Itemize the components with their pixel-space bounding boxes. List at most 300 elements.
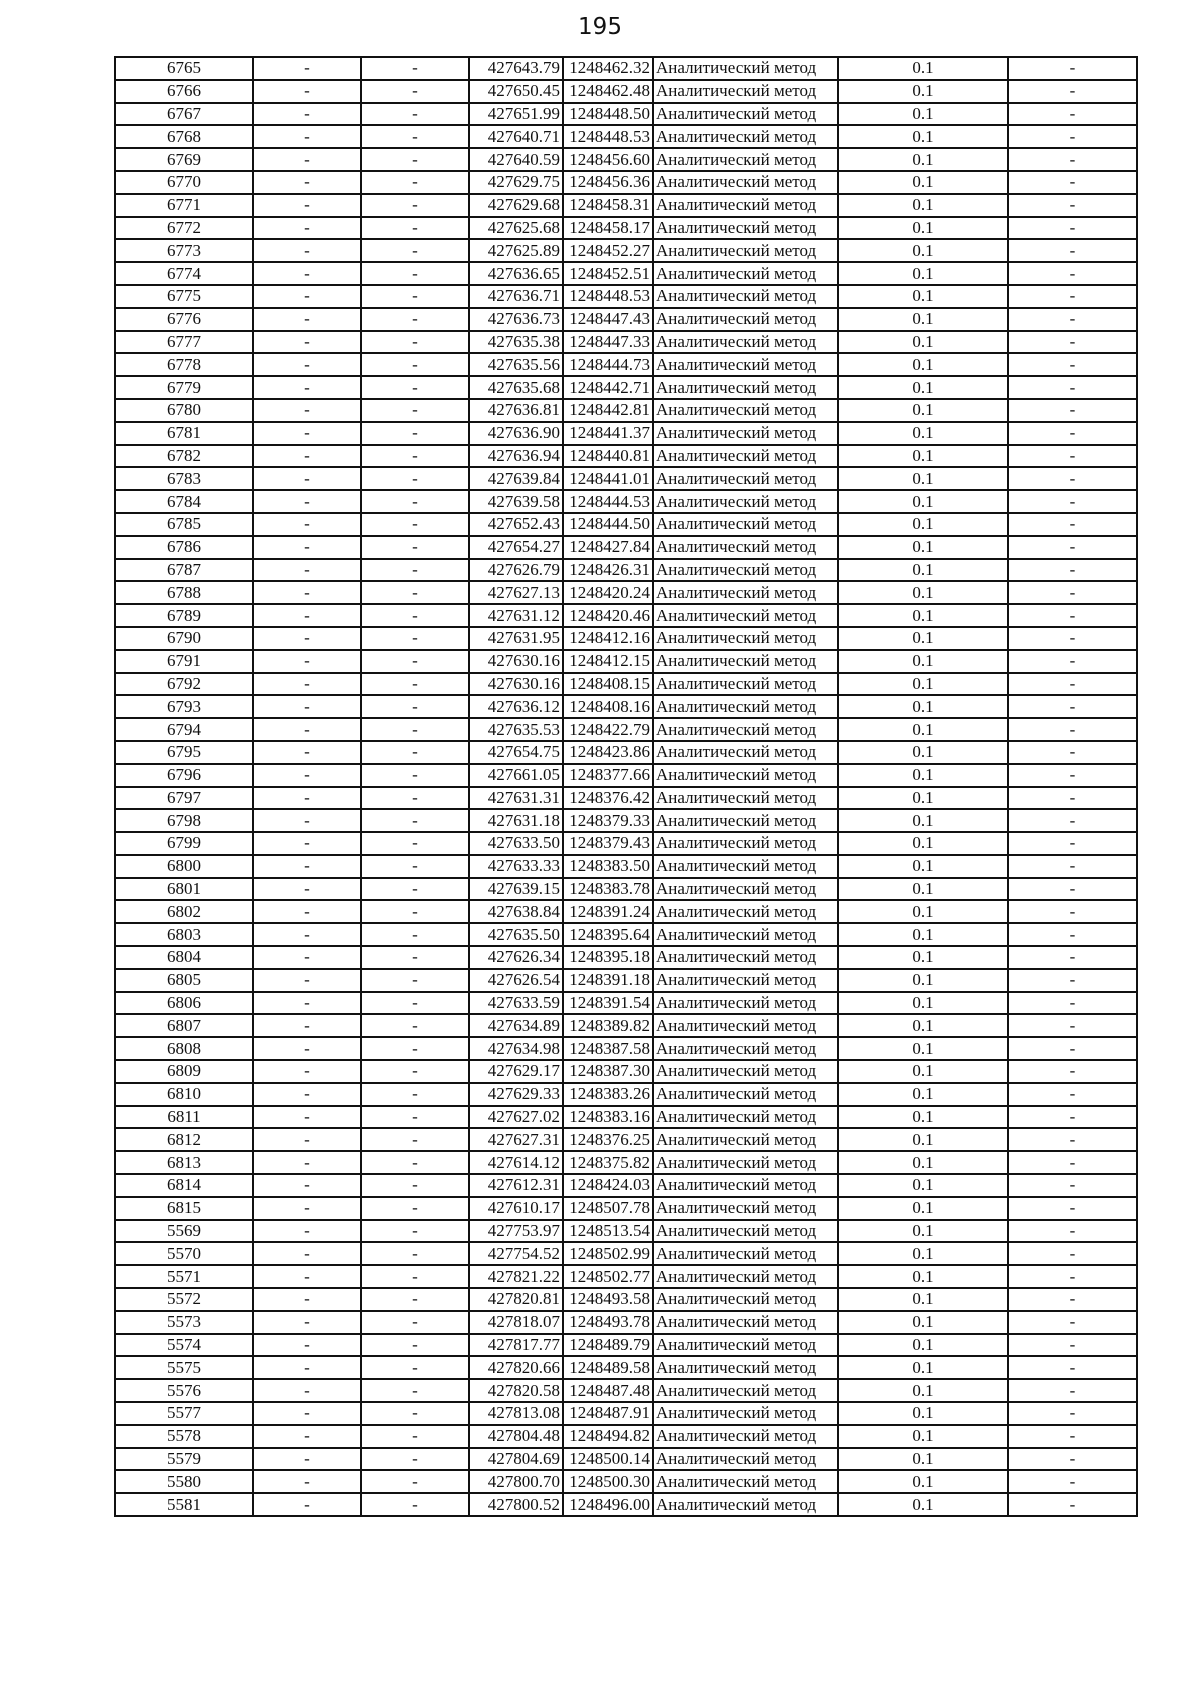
empty-value-cell: - (253, 1265, 361, 1288)
coordinate-y-cell: 1248427.84 (563, 536, 653, 559)
coordinate-y-cell: 1248456.36 (563, 171, 653, 194)
empty-value-cell: - (361, 1220, 469, 1243)
method-cell: Аналитический метод (653, 900, 838, 923)
coordinate-x-cell: 427640.59 (469, 148, 563, 171)
point-number-cell: 6770 (115, 171, 253, 194)
table-row (115, 171, 1137, 194)
empty-value-cell: - (361, 855, 469, 878)
table-row (115, 1379, 1137, 1402)
empty-value-cell: - (253, 1174, 361, 1197)
table-row (115, 832, 1137, 855)
point-number-cell: 6781 (115, 422, 253, 445)
method-cell: Аналитический метод (653, 376, 838, 399)
empty-value-cell: - (361, 1425, 469, 1448)
note-cell: - (1008, 832, 1137, 855)
coordinate-y-cell: 1248487.91 (563, 1402, 653, 1425)
point-number-cell: 6790 (115, 627, 253, 650)
note-cell: - (1008, 1493, 1137, 1516)
empty-value-cell: - (361, 103, 469, 126)
accuracy-cell: 0.1 (838, 604, 1008, 627)
empty-value-cell: - (361, 764, 469, 787)
table-row (115, 1470, 1137, 1493)
coordinate-y-cell: 1248452.27 (563, 239, 653, 262)
method-cell: Аналитический метод (653, 239, 838, 262)
empty-value-cell: - (253, 1288, 361, 1311)
note-cell: - (1008, 1014, 1137, 1037)
note-cell: - (1008, 969, 1137, 992)
accuracy-cell: 0.1 (838, 1379, 1008, 1402)
note-cell: - (1008, 1311, 1137, 1334)
accuracy-cell: 0.1 (838, 490, 1008, 513)
empty-value-cell: - (361, 445, 469, 468)
coordinate-y-cell: 1248456.60 (563, 148, 653, 171)
coordinate-x-cell: 427626.79 (469, 559, 563, 582)
table-row (115, 1448, 1137, 1471)
empty-value-cell: - (253, 1425, 361, 1448)
empty-value-cell: - (253, 103, 361, 126)
coordinate-y-cell: 1248379.33 (563, 809, 653, 832)
coordinate-y-cell: 1248441.37 (563, 422, 653, 445)
coordinate-x-cell: 427634.89 (469, 1014, 563, 1037)
coordinate-y-cell: 1248502.99 (563, 1242, 653, 1265)
empty-value-cell: - (253, 148, 361, 171)
coordinate-y-cell: 1248383.26 (563, 1083, 653, 1106)
table-row (115, 1174, 1137, 1197)
empty-value-cell: - (253, 422, 361, 445)
table-row (115, 331, 1137, 354)
method-cell: Аналитический метод (653, 1288, 838, 1311)
coordinate-x-cell: 427636.71 (469, 285, 563, 308)
method-cell: Аналитический метод (653, 399, 838, 422)
point-number-cell: 6776 (115, 308, 253, 331)
table-row (115, 1151, 1137, 1174)
table-row (115, 900, 1137, 923)
method-cell: Аналитический метод (653, 1311, 838, 1334)
coordinate-x-cell: 427638.84 (469, 900, 563, 923)
empty-value-cell: - (361, 969, 469, 992)
accuracy-cell: 0.1 (838, 239, 1008, 262)
method-cell: Аналитический метод (653, 148, 838, 171)
table-row (115, 1493, 1137, 1516)
empty-value-cell: - (361, 1174, 469, 1197)
empty-value-cell: - (253, 1060, 361, 1083)
note-cell: - (1008, 1128, 1137, 1151)
coordinate-x-cell: 427661.05 (469, 764, 563, 787)
method-cell: Аналитический метод (653, 331, 838, 354)
table-row (115, 422, 1137, 445)
coordinate-x-cell: 427635.50 (469, 923, 563, 946)
empty-value-cell: - (361, 1470, 469, 1493)
point-number-cell: 6779 (115, 376, 253, 399)
point-number-cell: 6775 (115, 285, 253, 308)
method-cell: Аналитический метод (653, 1106, 838, 1129)
method-cell: Аналитический метод (653, 1379, 838, 1402)
table-row (115, 376, 1137, 399)
note-cell: - (1008, 1083, 1137, 1106)
method-cell: Аналитический метод (653, 695, 838, 718)
coordinate-x-cell: 427626.54 (469, 969, 563, 992)
note-cell: - (1008, 125, 1137, 148)
table-row (115, 467, 1137, 490)
table-row (115, 764, 1137, 787)
note-cell: - (1008, 1402, 1137, 1425)
note-cell: - (1008, 855, 1137, 878)
coordinate-x-cell: 427818.07 (469, 1311, 563, 1334)
method-cell: Аналитический метод (653, 604, 838, 627)
note-cell: - (1008, 422, 1137, 445)
accuracy-cell: 0.1 (838, 809, 1008, 832)
coordinate-y-cell: 1248391.24 (563, 900, 653, 923)
empty-value-cell: - (361, 536, 469, 559)
note-cell: - (1008, 308, 1137, 331)
empty-value-cell: - (361, 148, 469, 171)
accuracy-cell: 0.1 (838, 536, 1008, 559)
coordinate-x-cell: 427817.77 (469, 1334, 563, 1357)
method-cell: Аналитический метод (653, 194, 838, 217)
empty-value-cell: - (361, 217, 469, 240)
note-cell: - (1008, 1288, 1137, 1311)
coordinate-x-cell: 427630.16 (469, 673, 563, 696)
coordinate-x-cell: 427635.68 (469, 376, 563, 399)
method-cell: Аналитический метод (653, 1128, 838, 1151)
note-cell: - (1008, 353, 1137, 376)
empty-value-cell: - (253, 923, 361, 946)
coordinate-y-cell: 1248412.16 (563, 627, 653, 650)
point-number-cell: 6801 (115, 878, 253, 901)
note-cell: - (1008, 467, 1137, 490)
empty-value-cell: - (361, 422, 469, 445)
empty-value-cell: - (253, 1402, 361, 1425)
coordinate-y-cell: 1248395.64 (563, 923, 653, 946)
accuracy-cell: 0.1 (838, 1174, 1008, 1197)
empty-value-cell: - (361, 1493, 469, 1516)
method-cell: Аналитический метод (653, 1083, 838, 1106)
table-row (115, 1425, 1137, 1448)
coordinate-y-cell: 1248448.53 (563, 125, 653, 148)
empty-value-cell: - (361, 125, 469, 148)
empty-value-cell: - (253, 809, 361, 832)
coordinate-y-cell: 1248458.17 (563, 217, 653, 240)
table-row (115, 399, 1137, 422)
coordinate-y-cell: 1248448.50 (563, 103, 653, 126)
point-number-cell: 6804 (115, 946, 253, 969)
accuracy-cell: 0.1 (838, 764, 1008, 787)
method-cell: Аналитический метод (653, 1425, 838, 1448)
accuracy-cell: 0.1 (838, 992, 1008, 1015)
point-number-cell: 5574 (115, 1334, 253, 1357)
table-row (115, 445, 1137, 468)
coordinate-x-cell: 427635.53 (469, 718, 563, 741)
method-cell: Аналитический метод (653, 581, 838, 604)
method-cell: Аналитический метод (653, 285, 838, 308)
coordinate-y-cell: 1248448.53 (563, 285, 653, 308)
coordinate-y-cell: 1248500.14 (563, 1448, 653, 1471)
coordinate-x-cell: 427804.69 (469, 1448, 563, 1471)
empty-value-cell: - (361, 1060, 469, 1083)
empty-value-cell: - (361, 171, 469, 194)
accuracy-cell: 0.1 (838, 399, 1008, 422)
coordinate-y-cell: 1248383.78 (563, 878, 653, 901)
point-number-cell: 6771 (115, 194, 253, 217)
empty-value-cell: - (253, 80, 361, 103)
empty-value-cell: - (361, 285, 469, 308)
empty-value-cell: - (361, 650, 469, 673)
point-number-cell: 6769 (115, 148, 253, 171)
empty-value-cell: - (361, 809, 469, 832)
empty-value-cell: - (361, 239, 469, 262)
point-number-cell: 6799 (115, 832, 253, 855)
accuracy-cell: 0.1 (838, 1448, 1008, 1471)
note-cell: - (1008, 1425, 1137, 1448)
method-cell: Аналитический метод (653, 1014, 838, 1037)
coordinate-x-cell: 427650.45 (469, 80, 563, 103)
coordinate-x-cell: 427820.66 (469, 1356, 563, 1379)
method-cell: Аналитический метод (653, 1470, 838, 1493)
method-cell: Аналитический метод (653, 627, 838, 650)
point-number-cell: 6807 (115, 1014, 253, 1037)
point-number-cell: 6793 (115, 695, 253, 718)
empty-value-cell: - (361, 1037, 469, 1060)
empty-value-cell: - (253, 855, 361, 878)
point-number-cell: 5571 (115, 1265, 253, 1288)
empty-value-cell: - (361, 467, 469, 490)
coordinate-y-cell: 1248496.00 (563, 1493, 653, 1516)
empty-value-cell: - (361, 673, 469, 696)
coordinate-x-cell: 427633.50 (469, 832, 563, 855)
coordinate-x-cell: 427640.71 (469, 125, 563, 148)
empty-value-cell: - (361, 627, 469, 650)
coordinate-y-cell: 1248422.79 (563, 718, 653, 741)
coordinate-x-cell: 427627.02 (469, 1106, 563, 1129)
note-cell: - (1008, 376, 1137, 399)
method-cell: Аналитический метод (653, 650, 838, 673)
empty-value-cell: - (361, 1288, 469, 1311)
coordinate-y-cell: 1248493.78 (563, 1311, 653, 1334)
accuracy-cell: 0.1 (838, 878, 1008, 901)
table-row (115, 809, 1137, 832)
accuracy-cell: 0.1 (838, 1197, 1008, 1220)
empty-value-cell: - (253, 171, 361, 194)
coordinate-x-cell: 427629.17 (469, 1060, 563, 1083)
coordinate-x-cell: 427631.18 (469, 809, 563, 832)
table-row (115, 992, 1137, 1015)
table-row (115, 718, 1137, 741)
method-cell: Аналитический метод (653, 741, 838, 764)
coordinate-x-cell: 427820.81 (469, 1288, 563, 1311)
table-row (115, 923, 1137, 946)
method-cell: Аналитический метод (653, 1220, 838, 1243)
coordinate-x-cell: 427612.31 (469, 1174, 563, 1197)
note-cell: - (1008, 809, 1137, 832)
empty-value-cell: - (361, 262, 469, 285)
coordinate-y-cell: 1248494.82 (563, 1425, 653, 1448)
accuracy-cell: 0.1 (838, 376, 1008, 399)
note-cell: - (1008, 946, 1137, 969)
table-row (115, 57, 1137, 80)
empty-value-cell: - (361, 1128, 469, 1151)
coordinate-x-cell: 427636.65 (469, 262, 563, 285)
coordinate-y-cell: 1248444.53 (563, 490, 653, 513)
accuracy-cell: 0.1 (838, 422, 1008, 445)
empty-value-cell: - (253, 900, 361, 923)
method-cell: Аналитический метод (653, 422, 838, 445)
coordinate-y-cell: 1248426.31 (563, 559, 653, 582)
table-row (115, 353, 1137, 376)
point-number-cell: 5578 (115, 1425, 253, 1448)
empty-value-cell: - (253, 1220, 361, 1243)
point-number-cell: 6777 (115, 331, 253, 354)
point-number-cell: 6785 (115, 513, 253, 536)
method-cell: Аналитический метод (653, 125, 838, 148)
accuracy-cell: 0.1 (838, 1470, 1008, 1493)
coordinate-y-cell: 1248408.15 (563, 673, 653, 696)
empty-value-cell: - (361, 331, 469, 354)
table-row (115, 1334, 1137, 1357)
accuracy-cell: 0.1 (838, 1128, 1008, 1151)
point-number-cell: 6772 (115, 217, 253, 240)
coordinate-y-cell: 1248376.25 (563, 1128, 653, 1151)
note-cell: - (1008, 923, 1137, 946)
coordinate-y-cell: 1248383.50 (563, 855, 653, 878)
method-cell: Аналитический метод (653, 1448, 838, 1471)
coordinate-x-cell: 427635.38 (469, 331, 563, 354)
coordinate-y-cell: 1248395.18 (563, 946, 653, 969)
point-number-cell: 6813 (115, 1151, 253, 1174)
note-cell: - (1008, 1037, 1137, 1060)
empty-value-cell: - (253, 1334, 361, 1357)
empty-value-cell: - (361, 832, 469, 855)
accuracy-cell: 0.1 (838, 1242, 1008, 1265)
method-cell: Аналитический метод (653, 673, 838, 696)
coordinate-x-cell: 427639.15 (469, 878, 563, 901)
note-cell: - (1008, 1220, 1137, 1243)
empty-value-cell: - (253, 673, 361, 696)
note-cell: - (1008, 331, 1137, 354)
accuracy-cell: 0.1 (838, 855, 1008, 878)
empty-value-cell: - (253, 376, 361, 399)
table-row (115, 969, 1137, 992)
note-cell: - (1008, 695, 1137, 718)
note-cell: - (1008, 673, 1137, 696)
accuracy-cell: 0.1 (838, 513, 1008, 536)
table-row (115, 536, 1137, 559)
empty-value-cell: - (361, 1083, 469, 1106)
empty-value-cell: - (253, 57, 361, 80)
empty-value-cell: - (361, 878, 469, 901)
point-number-cell: 6783 (115, 467, 253, 490)
table-row (115, 559, 1137, 582)
point-number-cell: 6794 (115, 718, 253, 741)
accuracy-cell: 0.1 (838, 900, 1008, 923)
point-number-cell: 6798 (115, 809, 253, 832)
coordinate-x-cell: 427654.27 (469, 536, 563, 559)
empty-value-cell: - (253, 125, 361, 148)
coordinate-x-cell: 427639.84 (469, 467, 563, 490)
coordinate-y-cell: 1248493.58 (563, 1288, 653, 1311)
empty-value-cell: - (361, 1242, 469, 1265)
table-row (115, 513, 1137, 536)
empty-value-cell: - (253, 513, 361, 536)
note-cell: - (1008, 194, 1137, 217)
empty-value-cell: - (253, 467, 361, 490)
coordinate-x-cell: 427633.59 (469, 992, 563, 1015)
point-number-cell: 6774 (115, 262, 253, 285)
method-cell: Аналитический метод (653, 1037, 838, 1060)
empty-value-cell: - (361, 353, 469, 376)
coordinate-x-cell: 427629.33 (469, 1083, 563, 1106)
coordinate-x-cell: 427636.12 (469, 695, 563, 718)
coordinate-y-cell: 1248507.78 (563, 1197, 653, 1220)
point-number-cell: 5573 (115, 1311, 253, 1334)
empty-value-cell: - (253, 1151, 361, 1174)
empty-value-cell: - (253, 217, 361, 240)
table-row (115, 1037, 1137, 1060)
empty-value-cell: - (253, 764, 361, 787)
note-cell: - (1008, 57, 1137, 80)
note-cell: - (1008, 992, 1137, 1015)
point-number-cell: 5580 (115, 1470, 253, 1493)
coordinate-x-cell: 427821.22 (469, 1265, 563, 1288)
accuracy-cell: 0.1 (838, 1356, 1008, 1379)
empty-value-cell: - (361, 1014, 469, 1037)
method-cell: Аналитический метод (653, 1174, 838, 1197)
coordinate-y-cell: 1248424.03 (563, 1174, 653, 1197)
accuracy-cell: 0.1 (838, 787, 1008, 810)
accuracy-cell: 0.1 (838, 1060, 1008, 1083)
empty-value-cell: - (253, 353, 361, 376)
empty-value-cell: - (253, 536, 361, 559)
coordinate-y-cell: 1248387.30 (563, 1060, 653, 1083)
method-cell: Аналитический метод (653, 809, 838, 832)
coordinate-y-cell: 1248442.81 (563, 399, 653, 422)
table-row (115, 673, 1137, 696)
accuracy-cell: 0.1 (838, 1311, 1008, 1334)
point-number-cell: 5576 (115, 1379, 253, 1402)
note-cell: - (1008, 650, 1137, 673)
coordinate-y-cell: 1248452.51 (563, 262, 653, 285)
method-cell: Аналитический метод (653, 923, 838, 946)
empty-value-cell: - (253, 1197, 361, 1220)
empty-value-cell: - (361, 992, 469, 1015)
method-cell: Аналитический метод (653, 467, 838, 490)
empty-value-cell: - (253, 581, 361, 604)
empty-value-cell: - (253, 1037, 361, 1060)
point-number-cell: 6814 (115, 1174, 253, 1197)
method-cell: Аналитический метод (653, 878, 838, 901)
empty-value-cell: - (253, 399, 361, 422)
point-number-cell: 5575 (115, 1356, 253, 1379)
method-cell: Аналитический метод (653, 1151, 838, 1174)
empty-value-cell: - (253, 285, 361, 308)
empty-value-cell: - (253, 1356, 361, 1379)
note-cell: - (1008, 1334, 1137, 1357)
coordinate-y-cell: 1248408.16 (563, 695, 653, 718)
coordinate-x-cell: 427625.68 (469, 217, 563, 240)
coordinate-x-cell: 427629.68 (469, 194, 563, 217)
accuracy-cell: 0.1 (838, 1014, 1008, 1037)
note-cell: - (1008, 513, 1137, 536)
note-cell: - (1008, 217, 1137, 240)
table-row (115, 650, 1137, 673)
note-cell: - (1008, 445, 1137, 468)
empty-value-cell: - (361, 376, 469, 399)
method-cell: Аналитический метод (653, 103, 838, 126)
note-cell: - (1008, 1265, 1137, 1288)
accuracy-cell: 0.1 (838, 194, 1008, 217)
method-cell: Аналитический метод (653, 490, 838, 513)
coordinate-y-cell: 1248412.15 (563, 650, 653, 673)
accuracy-cell: 0.1 (838, 1037, 1008, 1060)
